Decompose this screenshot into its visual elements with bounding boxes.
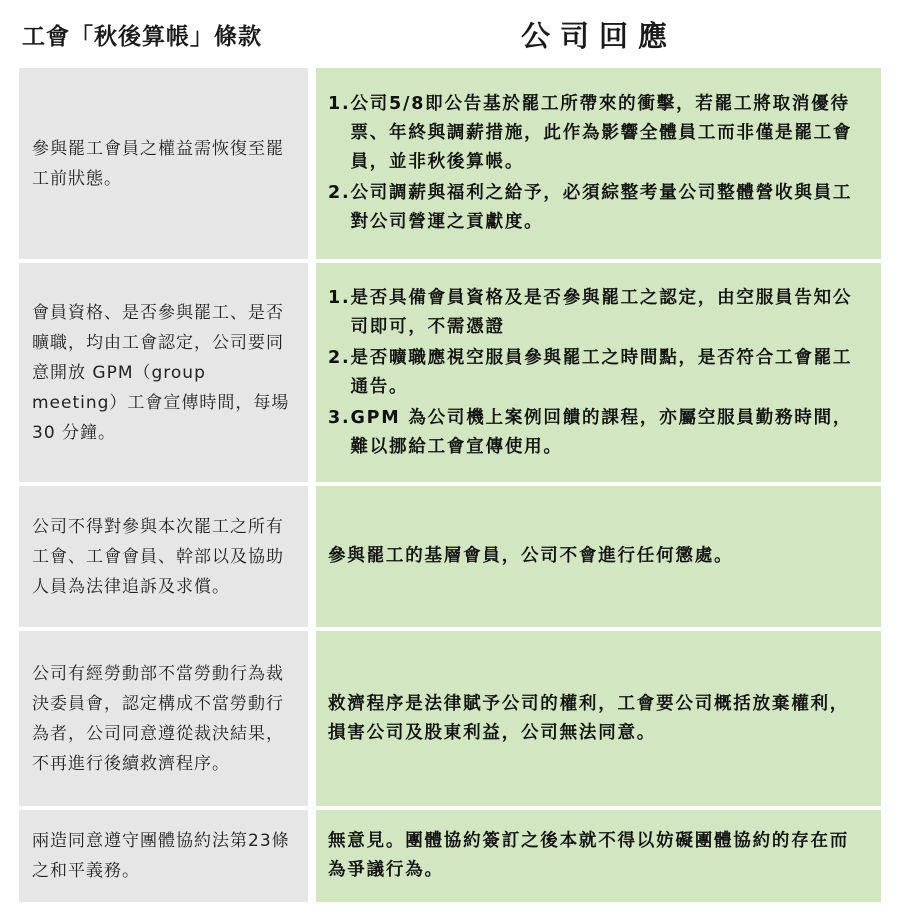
response-cell — [316, 810, 881, 902]
table-row — [19, 810, 881, 902]
response-cell — [316, 486, 881, 627]
response-item-text: 公司調薪與福利之給予，必須綜整考量公司整體營收與員工對公司營運之貢獻度。 — [350, 183, 853, 232]
clause-column-header: 工會「秋後算帳」條款 — [22, 24, 262, 50]
response-item — [328, 179, 867, 237]
response-text — [328, 688, 867, 750]
response-item-number: 1. — [328, 287, 351, 308]
clause-cell — [19, 631, 308, 806]
table-row — [19, 486, 881, 627]
clause-text: 參與罷工會員之權益需恢復至罷工前狀態。 — [32, 138, 284, 189]
clause-text: 會員資格、是否參與罷工、是否曠職，均由工會認定，公司要同意開放 GPM（group meeting）工會宣傳時間，每場 30 分鐘。 — [32, 302, 290, 443]
response-item-text: 公司5/8即公告基於罷工所帶來的衝擊，若罷工將取消優待票、年終與調薪措施，此作為影響全體員工而非僅是罷工會員，並非秋後算帳。 — [350, 94, 853, 172]
table-row — [19, 631, 881, 806]
clause-text: 兩造同意遵守團體協約法第23條之和平義務。 — [32, 831, 290, 881]
response-item-number: 3. — [328, 407, 351, 428]
response-text — [328, 825, 867, 887]
response-item-text: 是否曠職應視空服員參與罷工之時間點，是否符合工會罷工通告。 — [350, 347, 853, 397]
response-column-header: 公司回應 — [520, 19, 677, 53]
response-cell — [316, 68, 881, 259]
table-row — [19, 68, 881, 259]
response-item — [328, 542, 867, 571]
response-cell — [316, 263, 881, 482]
response-item — [328, 90, 867, 177]
response-item-text: 參與罷工的基層會員，公司不會進行任何懲處。 — [328, 546, 734, 566]
response-item-number: 2. — [328, 347, 351, 368]
clause-cell — [19, 263, 308, 482]
response-item-text: 無意見。團體協約簽訂之後本就不得以妨礙團體協約的存在而為爭議行為。 — [328, 831, 850, 880]
table-header — [0, 0, 900, 68]
response-text — [328, 540, 867, 573]
clause-text: 公司有經勞動部不當勞動行為裁決委員會，認定構成不當勞動行為者，公司同意遵從裁決結果，不再進行後續救濟程序。 — [32, 663, 284, 774]
clause-cell — [19, 68, 308, 259]
response-text — [328, 282, 867, 464]
response-item-text: 救濟程序是法律賦予公司的權利，工會要公司概括放棄權利，損害公司及股東利益，公司無法同意。 — [328, 693, 850, 743]
response-item — [328, 404, 867, 462]
response-item — [328, 827, 867, 885]
clause-cell — [19, 486, 308, 627]
response-cell — [316, 631, 881, 806]
response-text — [328, 88, 867, 239]
table-row — [19, 263, 881, 482]
response-item-text: 是否具備會員資格及是否參與罷工之認定，由空服員告知公司即可，不需憑證 — [350, 287, 853, 337]
clause-cell — [19, 810, 308, 902]
response-item-number: 2. — [328, 183, 351, 203]
response-item-number: 1. — [328, 94, 351, 114]
response-item — [328, 690, 867, 748]
response-item-text: GPM 為公司機上案例回饋的課程，亦屬空服員勤務時間，難以挪給工會宣傳使用。 — [350, 407, 853, 457]
response-item — [328, 344, 867, 402]
clause-text: 公司不得對參與本次罷工之所有工會、工會會員、幹部以及協助人員為法律追訴及求償。 — [32, 516, 284, 597]
response-item — [328, 284, 867, 342]
